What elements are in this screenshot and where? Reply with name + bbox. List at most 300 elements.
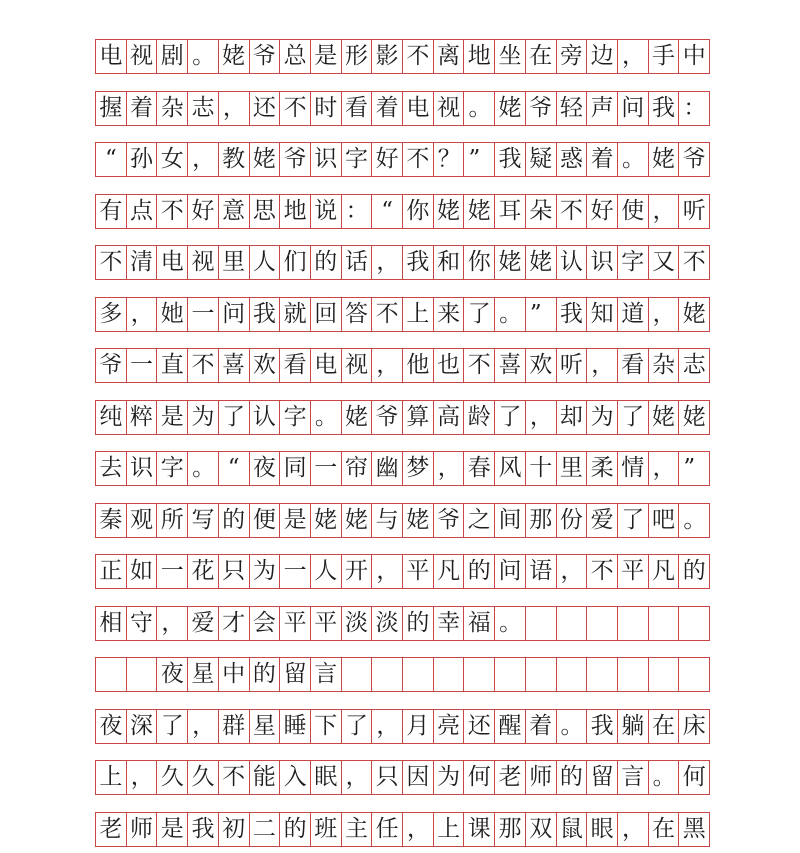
grid-cell: [557, 658, 588, 691]
grid-cell: 爷: [526, 92, 557, 125]
grid-cell: 里: [557, 452, 588, 485]
grid-cell: 又: [649, 246, 680, 279]
grid-cell: 黑: [679, 813, 710, 846]
grid-cell: 醒: [495, 710, 526, 743]
grid-cell: 我: [587, 710, 618, 743]
grid-cell: 观: [127, 504, 158, 537]
grid-cell: 识: [127, 452, 158, 485]
grid-cell: 床: [679, 710, 710, 743]
grid-cell: [526, 607, 557, 640]
grid-cell: 姥: [342, 504, 373, 537]
grid-cell: 吧: [649, 504, 680, 537]
grid-cell: 不: [464, 349, 495, 382]
grid-cell: 爷: [679, 143, 710, 176]
grid-cell: ，: [557, 555, 588, 588]
grid-cell: 在: [649, 813, 680, 846]
grid-cell: 双: [526, 813, 557, 846]
grid-cell: 情: [618, 452, 649, 485]
grid-cell: 姥: [679, 298, 710, 331]
grid-cell: 便: [250, 504, 281, 537]
grid-cell: 能: [250, 761, 281, 794]
grid-cell: [464, 658, 495, 691]
grid-cell: 的: [280, 813, 311, 846]
grid-cell: 语: [526, 555, 557, 588]
grid-cell: 话: [342, 246, 373, 279]
grid-cell: 女: [157, 143, 188, 176]
grid-cell: 电: [311, 349, 342, 382]
grid-cell: 同: [280, 452, 311, 485]
grid-cell: 也: [434, 349, 465, 382]
grid-cell: ，: [587, 349, 618, 382]
grid-cell: 躺: [618, 710, 649, 743]
grid-row: [95, 194, 710, 229]
grid-cell: 上: [96, 761, 127, 794]
grid-cell: 姥: [311, 504, 342, 537]
grid-cell: 总: [280, 40, 311, 73]
grid-cell: 不: [403, 40, 434, 73]
grid-cell: 群: [219, 710, 250, 743]
grid-cell: 耳: [495, 195, 526, 228]
grid-cell: 姥: [649, 401, 680, 434]
grid-cell: 旁: [557, 40, 588, 73]
grid-cell: 回: [311, 298, 342, 331]
grid-cell: 朵: [526, 195, 557, 228]
grid-cell: ？: [434, 143, 465, 176]
grid-cell: [649, 658, 680, 691]
grid-cell: “: [372, 195, 403, 228]
grid-cell: 一: [157, 555, 188, 588]
grid-cell: 写: [188, 504, 219, 537]
grid-cell: 里: [219, 246, 250, 279]
grid-cell: 直: [157, 349, 188, 382]
grid-cell: 那: [526, 504, 557, 537]
grid-cell: 了: [618, 401, 649, 434]
grid-cell: 姥: [464, 195, 495, 228]
grid-cell: 视: [342, 349, 373, 382]
grid-cell: 班: [311, 813, 342, 846]
grid-cell: 看: [342, 92, 373, 125]
grid-cell: ，: [618, 40, 649, 73]
grid-cell: ，: [127, 761, 158, 794]
grid-cell: 的: [250, 658, 281, 691]
grid-cell: 不: [679, 246, 710, 279]
grid-row: [95, 451, 710, 486]
grid-cell: 凡: [434, 555, 465, 588]
grid-cell: 的: [311, 246, 342, 279]
grid-row: [95, 297, 710, 332]
grid-cell: 杂: [157, 92, 188, 125]
grid-cell: 星: [250, 710, 281, 743]
grid-cell: 的: [219, 504, 250, 537]
grid-cell: 间: [495, 504, 526, 537]
grid-cell: 如: [127, 555, 158, 588]
grid-cell: 。: [557, 710, 588, 743]
grid-cell: 意: [219, 195, 250, 228]
grid-cell: 幸: [434, 607, 465, 640]
grid-cell: 花: [188, 555, 219, 588]
grid-cell: [557, 607, 588, 640]
grid-cell: 入: [280, 761, 311, 794]
grid-cell: “: [96, 143, 127, 176]
grid-cell: 是: [311, 40, 342, 73]
grid-cell: 月: [403, 710, 434, 743]
grid-cell: 姥: [526, 246, 557, 279]
grid-cell: 为: [250, 555, 281, 588]
grid-cell: 视: [434, 92, 465, 125]
grid-row: [95, 709, 710, 744]
grid-cell: 不: [219, 761, 250, 794]
grid-cell: [526, 658, 557, 691]
grid-cell: 我: [188, 813, 219, 846]
grid-cell: 志: [679, 349, 710, 382]
grid-cell: 与: [372, 504, 403, 537]
grid-cell: 我: [495, 143, 526, 176]
grid-cell: ，: [342, 761, 373, 794]
grid-cell: 杂: [649, 349, 680, 382]
grid-cell: 姥: [434, 195, 465, 228]
grid-cell: 上: [434, 813, 465, 846]
grid-cell: 帘: [342, 452, 373, 485]
grid-cell: 。: [679, 504, 710, 537]
grid-cell: 识: [311, 143, 342, 176]
grid-cell: 了: [342, 710, 373, 743]
grid-cell: 喜: [219, 349, 250, 382]
grid-cell: 我: [557, 298, 588, 331]
grid-cell: 。: [311, 401, 342, 434]
grid-cell: 。: [495, 607, 526, 640]
grid-cell: 人: [311, 555, 342, 588]
grid-cell: 。: [649, 761, 680, 794]
grid-cell: 夜: [250, 452, 281, 485]
grid-cell: 看: [618, 349, 649, 382]
grid-cell: 认: [557, 246, 588, 279]
grid-cell: 春: [464, 452, 495, 485]
grid-cell: 字: [157, 452, 188, 485]
grid-cell: 师: [127, 813, 158, 846]
grid-cell: 所: [157, 504, 188, 537]
grid-cell: 姥: [649, 143, 680, 176]
grid-cell: 一: [311, 452, 342, 485]
grid-cell: 他: [403, 349, 434, 382]
grid-cell: 不: [280, 92, 311, 125]
grid-cell: 我: [649, 92, 680, 125]
grid-cell: 在: [649, 710, 680, 743]
grid-cell: 边: [587, 40, 618, 73]
grid-cell: [96, 658, 127, 691]
grid-cell: 电: [96, 40, 127, 73]
grid-cell: 电: [157, 246, 188, 279]
grid-cell: ”: [679, 452, 710, 485]
grid-cell: 师: [526, 761, 557, 794]
grid-cell: 。: [188, 452, 219, 485]
grid-cell: [587, 607, 618, 640]
grid-cell: 眼: [587, 813, 618, 846]
grid-cell: 。: [495, 298, 526, 331]
grid-cell: 我: [250, 298, 281, 331]
grid-cell: [403, 658, 434, 691]
grid-cell: 声: [587, 92, 618, 125]
grid-row: [95, 39, 710, 74]
grid-cell: 字: [280, 401, 311, 434]
grid-cell: 姥: [342, 401, 373, 434]
grid-cell: 不: [157, 195, 188, 228]
grid-cell: [342, 658, 373, 691]
grid-cell: 好: [372, 143, 403, 176]
grid-cell: ，: [526, 401, 557, 434]
grid-cell: 淡: [372, 607, 403, 640]
grid-cell: 和: [434, 246, 465, 279]
grid-cell: 星: [188, 658, 219, 691]
grid-cell: 课: [464, 813, 495, 846]
grid-cell: 为: [587, 401, 618, 434]
grid-cell: ：: [342, 195, 373, 228]
grid-cell: [679, 658, 710, 691]
grid-cell: 因: [403, 761, 434, 794]
grid-cell: 。: [188, 40, 219, 73]
grid-cell: 说: [311, 195, 342, 228]
grid-cell: 地: [280, 195, 311, 228]
grid-cell: 。: [464, 92, 495, 125]
grid-cell: 高: [434, 401, 465, 434]
grid-cell: 深: [127, 710, 158, 743]
grid-cell: 道: [618, 298, 649, 331]
grid-cell: 电: [403, 92, 434, 125]
grid-cell: [495, 658, 526, 691]
grid-cell: 惑: [557, 143, 588, 176]
grid-cell: 之: [464, 504, 495, 537]
grid-cell: 了: [464, 298, 495, 331]
grid-cell: 是: [157, 401, 188, 434]
grid-cell: 何: [679, 761, 710, 794]
grid-cell: 多: [96, 298, 127, 331]
grid-cell: “: [219, 452, 250, 485]
grid-cell: ，: [403, 813, 434, 846]
grid-cell: 幽: [372, 452, 403, 485]
grid-cell: 老: [96, 813, 127, 846]
grid-cell: 爷: [96, 349, 127, 382]
grid-cell: 夜: [96, 710, 127, 743]
grid-cell: 好: [587, 195, 618, 228]
grid-cell: [372, 658, 403, 691]
grid-cell: 一: [127, 349, 158, 382]
grid-cell: 着: [127, 92, 158, 125]
grid-cell: 中: [679, 40, 710, 73]
grid-cell: 地: [464, 40, 495, 73]
grid-cell: 欢: [526, 349, 557, 382]
grid-cell: 何: [464, 761, 495, 794]
grid-cell: 着: [372, 92, 403, 125]
grid-cell: 姥: [219, 40, 250, 73]
grid-cell: 问: [495, 555, 526, 588]
grid-cell: 主: [342, 813, 373, 846]
grid-cell: ，: [649, 452, 680, 485]
grid-cell: 点: [127, 195, 158, 228]
grid-cell: 不: [188, 349, 219, 382]
grid-cell: 正: [96, 555, 127, 588]
grid-cell: ，: [127, 298, 158, 331]
grid-cell: 凡: [649, 555, 680, 588]
grid-cell: 粹: [127, 401, 158, 434]
grid-cell: 思: [250, 195, 281, 228]
grid-cell: ：: [679, 92, 710, 125]
grid-cell: 教: [219, 143, 250, 176]
grid-cell: 好: [188, 195, 219, 228]
grid-cell: 却: [557, 401, 588, 434]
grid-cell: 。: [618, 143, 649, 176]
grid-cell: 了: [157, 710, 188, 743]
grid-cell: 了: [219, 401, 250, 434]
grid-row: [95, 503, 710, 538]
grid-cell: 姥: [495, 92, 526, 125]
grid-row: [95, 91, 710, 126]
grid-cell: 夜: [157, 658, 188, 691]
grid-row: [95, 142, 710, 177]
grid-cell: 姥: [495, 246, 526, 279]
grid-cell: [587, 658, 618, 691]
grid-cell: 欢: [250, 349, 281, 382]
grid-cell: 还: [250, 92, 281, 125]
grid-cell: ，: [372, 246, 403, 279]
grid-cell: 还: [464, 710, 495, 743]
grid-cell: 会: [250, 607, 281, 640]
grid-cell: 喜: [495, 349, 526, 382]
grid-cell: 开: [342, 555, 373, 588]
grid-cell: [649, 607, 680, 640]
grid-cell: ”: [526, 298, 557, 331]
grid-cell: 言: [311, 658, 342, 691]
grid-cell: 姥: [250, 143, 281, 176]
grid-cell: 老: [495, 761, 526, 794]
grid-cell: 去: [96, 452, 127, 485]
grid-row: [95, 657, 710, 692]
grid-cell: 平: [403, 555, 434, 588]
grid-cell: 看: [280, 349, 311, 382]
grid-cell: 梦: [403, 452, 434, 485]
grid-cell: 福: [464, 607, 495, 640]
grid-cell: 你: [464, 246, 495, 279]
grid-cell: 字: [618, 246, 649, 279]
grid-row: [95, 606, 710, 641]
grid-cell: 着: [526, 710, 557, 743]
grid-cell: ，: [188, 710, 219, 743]
grid-cell: 鼠: [557, 813, 588, 846]
grid-cell: 们: [280, 246, 311, 279]
grid-cell: 秦: [96, 504, 127, 537]
grid-cell: ，: [618, 813, 649, 846]
grid-cell: [618, 607, 649, 640]
grid-row: [95, 760, 710, 795]
grid-cell: [618, 658, 649, 691]
grid-cell: 上: [403, 298, 434, 331]
grid-cell: 疑: [526, 143, 557, 176]
grid-cell: 平: [618, 555, 649, 588]
grid-cell: ，: [372, 710, 403, 743]
grid-cell: 才: [219, 607, 250, 640]
grid-cell: 不: [96, 246, 127, 279]
grid-cell: 中: [219, 658, 250, 691]
grid-cell: 认: [250, 401, 281, 434]
grid-cell: 的: [679, 555, 710, 588]
grid-row: [95, 812, 710, 847]
grid-cell: 听: [679, 195, 710, 228]
grid-cell: 她: [157, 298, 188, 331]
grid-cell: 姥: [679, 401, 710, 434]
grid-cell: [679, 607, 710, 640]
grid-cell: 柔: [587, 452, 618, 485]
grid-cell: 平: [311, 607, 342, 640]
grid-cell: 握: [96, 92, 127, 125]
grid-cell: 的: [464, 555, 495, 588]
grid-cell: 坐: [495, 40, 526, 73]
grid-cell: 为: [188, 401, 219, 434]
grid-cell: 人: [250, 246, 281, 279]
grid-cell: 言: [618, 761, 649, 794]
grid-cell: 剧: [157, 40, 188, 73]
grid-cell: 轻: [557, 92, 588, 125]
grid-cell: 相: [96, 607, 127, 640]
grid-cell: ，: [188, 143, 219, 176]
grid-cell: 眠: [311, 761, 342, 794]
grid-cell: 视: [188, 246, 219, 279]
grid-cell: 份: [557, 504, 588, 537]
grid-cell: 纯: [96, 401, 127, 434]
grid-cell: 在: [526, 40, 557, 73]
grid-cell: 不: [557, 195, 588, 228]
grid-cell: 只: [372, 761, 403, 794]
grid-cell: 知: [587, 298, 618, 331]
grid-cell: 龄: [464, 401, 495, 434]
grid-cell: 不: [372, 298, 403, 331]
grid-cell: 爷: [280, 143, 311, 176]
grid-cell: ，: [434, 452, 465, 485]
grid-cell: 淡: [342, 607, 373, 640]
grid-cell: 风: [495, 452, 526, 485]
grid-cell: ，: [649, 298, 680, 331]
grid-cell: 姥: [403, 504, 434, 537]
grid-cell: 是: [157, 813, 188, 846]
grid-row: [95, 554, 710, 589]
grid-cell: 一: [280, 555, 311, 588]
grid-cell: 视: [127, 40, 158, 73]
grid-cell: [434, 658, 465, 691]
grid-cell: 的: [557, 761, 588, 794]
grid-cell: 你: [403, 195, 434, 228]
grid-cell: 字: [342, 143, 373, 176]
grid-cell: 清: [127, 246, 158, 279]
grid-cell: 时: [311, 92, 342, 125]
grid-cell: 使: [618, 195, 649, 228]
grid-cell: 孙: [127, 143, 158, 176]
grid-cell: 离: [434, 40, 465, 73]
grid-cell: 留: [587, 761, 618, 794]
grid-row: [95, 245, 710, 280]
grid-cell: 为: [434, 761, 465, 794]
grid-cell: 志: [188, 92, 219, 125]
grid-cell: 问: [219, 298, 250, 331]
grid-cell: 不: [403, 143, 434, 176]
grid-cell: 来: [434, 298, 465, 331]
grid-cell: 有: [96, 195, 127, 228]
grid-cell: 着: [587, 143, 618, 176]
grid-cell: 任: [372, 813, 403, 846]
grid-cell: 爷: [434, 504, 465, 537]
grid-cell: 初: [219, 813, 250, 846]
grid-cell: 二: [250, 813, 281, 846]
grid-cell: 是: [280, 504, 311, 537]
grid-cell: 那: [495, 813, 526, 846]
grid-cell: 十: [526, 452, 557, 485]
grid-cell: ，: [157, 607, 188, 640]
